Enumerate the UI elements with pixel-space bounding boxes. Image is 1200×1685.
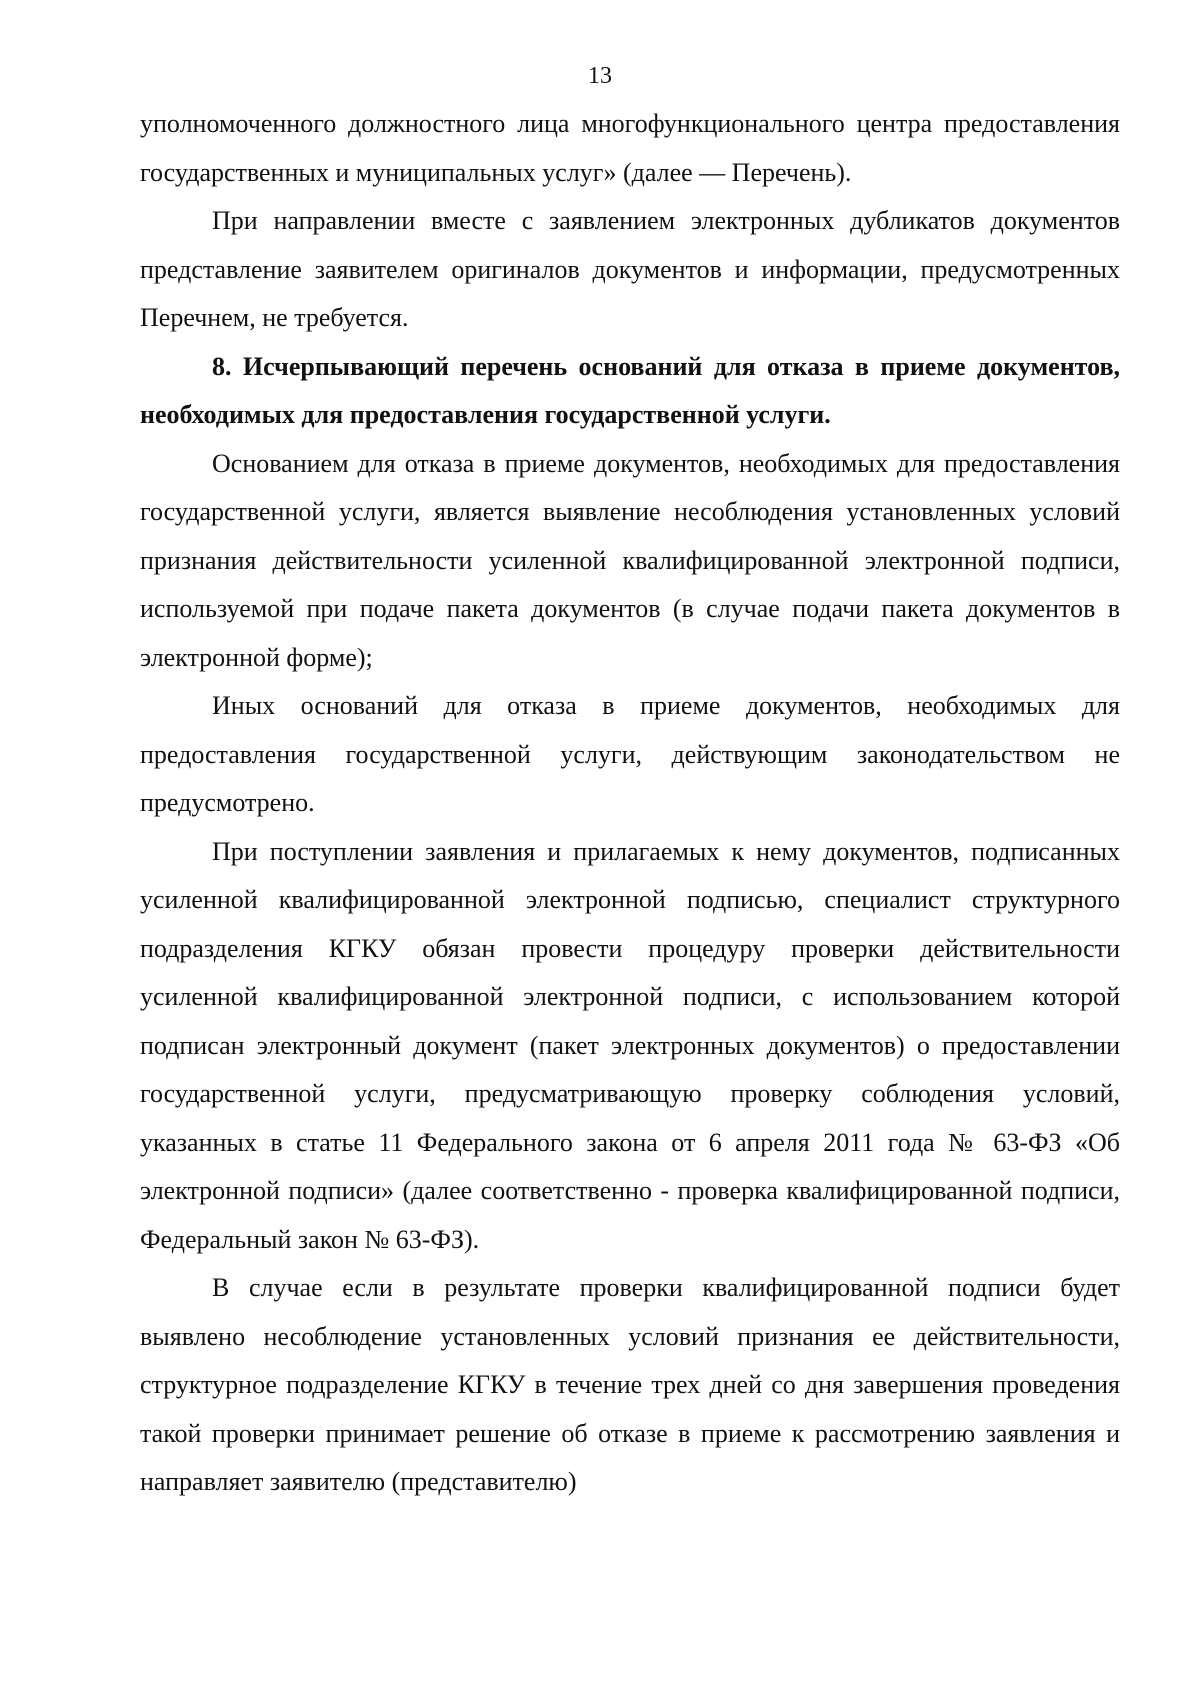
paragraph-electronic-duplicates: При направлении вместе с заявлением электронных дубликатов документов представление заявителем оригиналов документов и информации, предусмотренных Перечнем, не требуется. bbox=[140, 206, 1120, 332]
paragraph-check-failure: В случае если в результате проверки квалифицированной подписи будет выявлено несоблюдение установленных условий признания ее действительности, структурное подразделение КГКУ в течение трех дней со дня завершения проведения такой проверки принимает решение об отказе в приеме к рассмотрению заявления и направляет заявителю (представителю) bbox=[140, 1273, 1120, 1496]
paragraph-no-other-grounds: Иных оснований для отказа в приеме документов, необходимых для предоставления государственной услуги, действующим законодательством не предусмотрено. bbox=[140, 691, 1120, 817]
paragraph-refusal-basis: Основанием для отказа в приеме документов, необходимых для предоставления государственной услуги, является выявление несоблюдения установленных условий признания действительности усиленной квалифицированной электронной подписи, используемой при подаче пакета документов (в случае подачи пакета документов в электронной форме); bbox=[140, 448, 1120, 672]
paragraph-signature-check: При поступлении заявления и прилагаемых к нему документов, подписанных усиленной квалифицированной электронной подписью, специалист структурного подразделения КГКУ обязан провести процедуру проверки действительности усиленной квалифицированной электронной подписи, с использованием которой подписан электронный документ (пакет электронных документов) о предоставлении государственной услуги, предусматривающую проверку соблюдения условий, указанных в статье 11 Федерального закона от 6 апреля 2011 года № 63-ФЗ «Об электронной подписи» (далее соответственно - проверка квалифицированной подписи, Федеральный закон № 63-ФЗ). bbox=[140, 836, 1120, 1254]
paragraph-perechen-continuation: уполномоченного должностного лица многофункционального центра предоставления государственных и муниципальных услуг» (далее — Перечень). bbox=[140, 109, 1120, 187]
page-number: 13 bbox=[588, 63, 612, 89]
section-heading-refusal-grounds: 8. Исчерпывающий перечень оснований для отказа в приеме документов, необходимых для предоставления государственной услуги. bbox=[140, 351, 1120, 429]
